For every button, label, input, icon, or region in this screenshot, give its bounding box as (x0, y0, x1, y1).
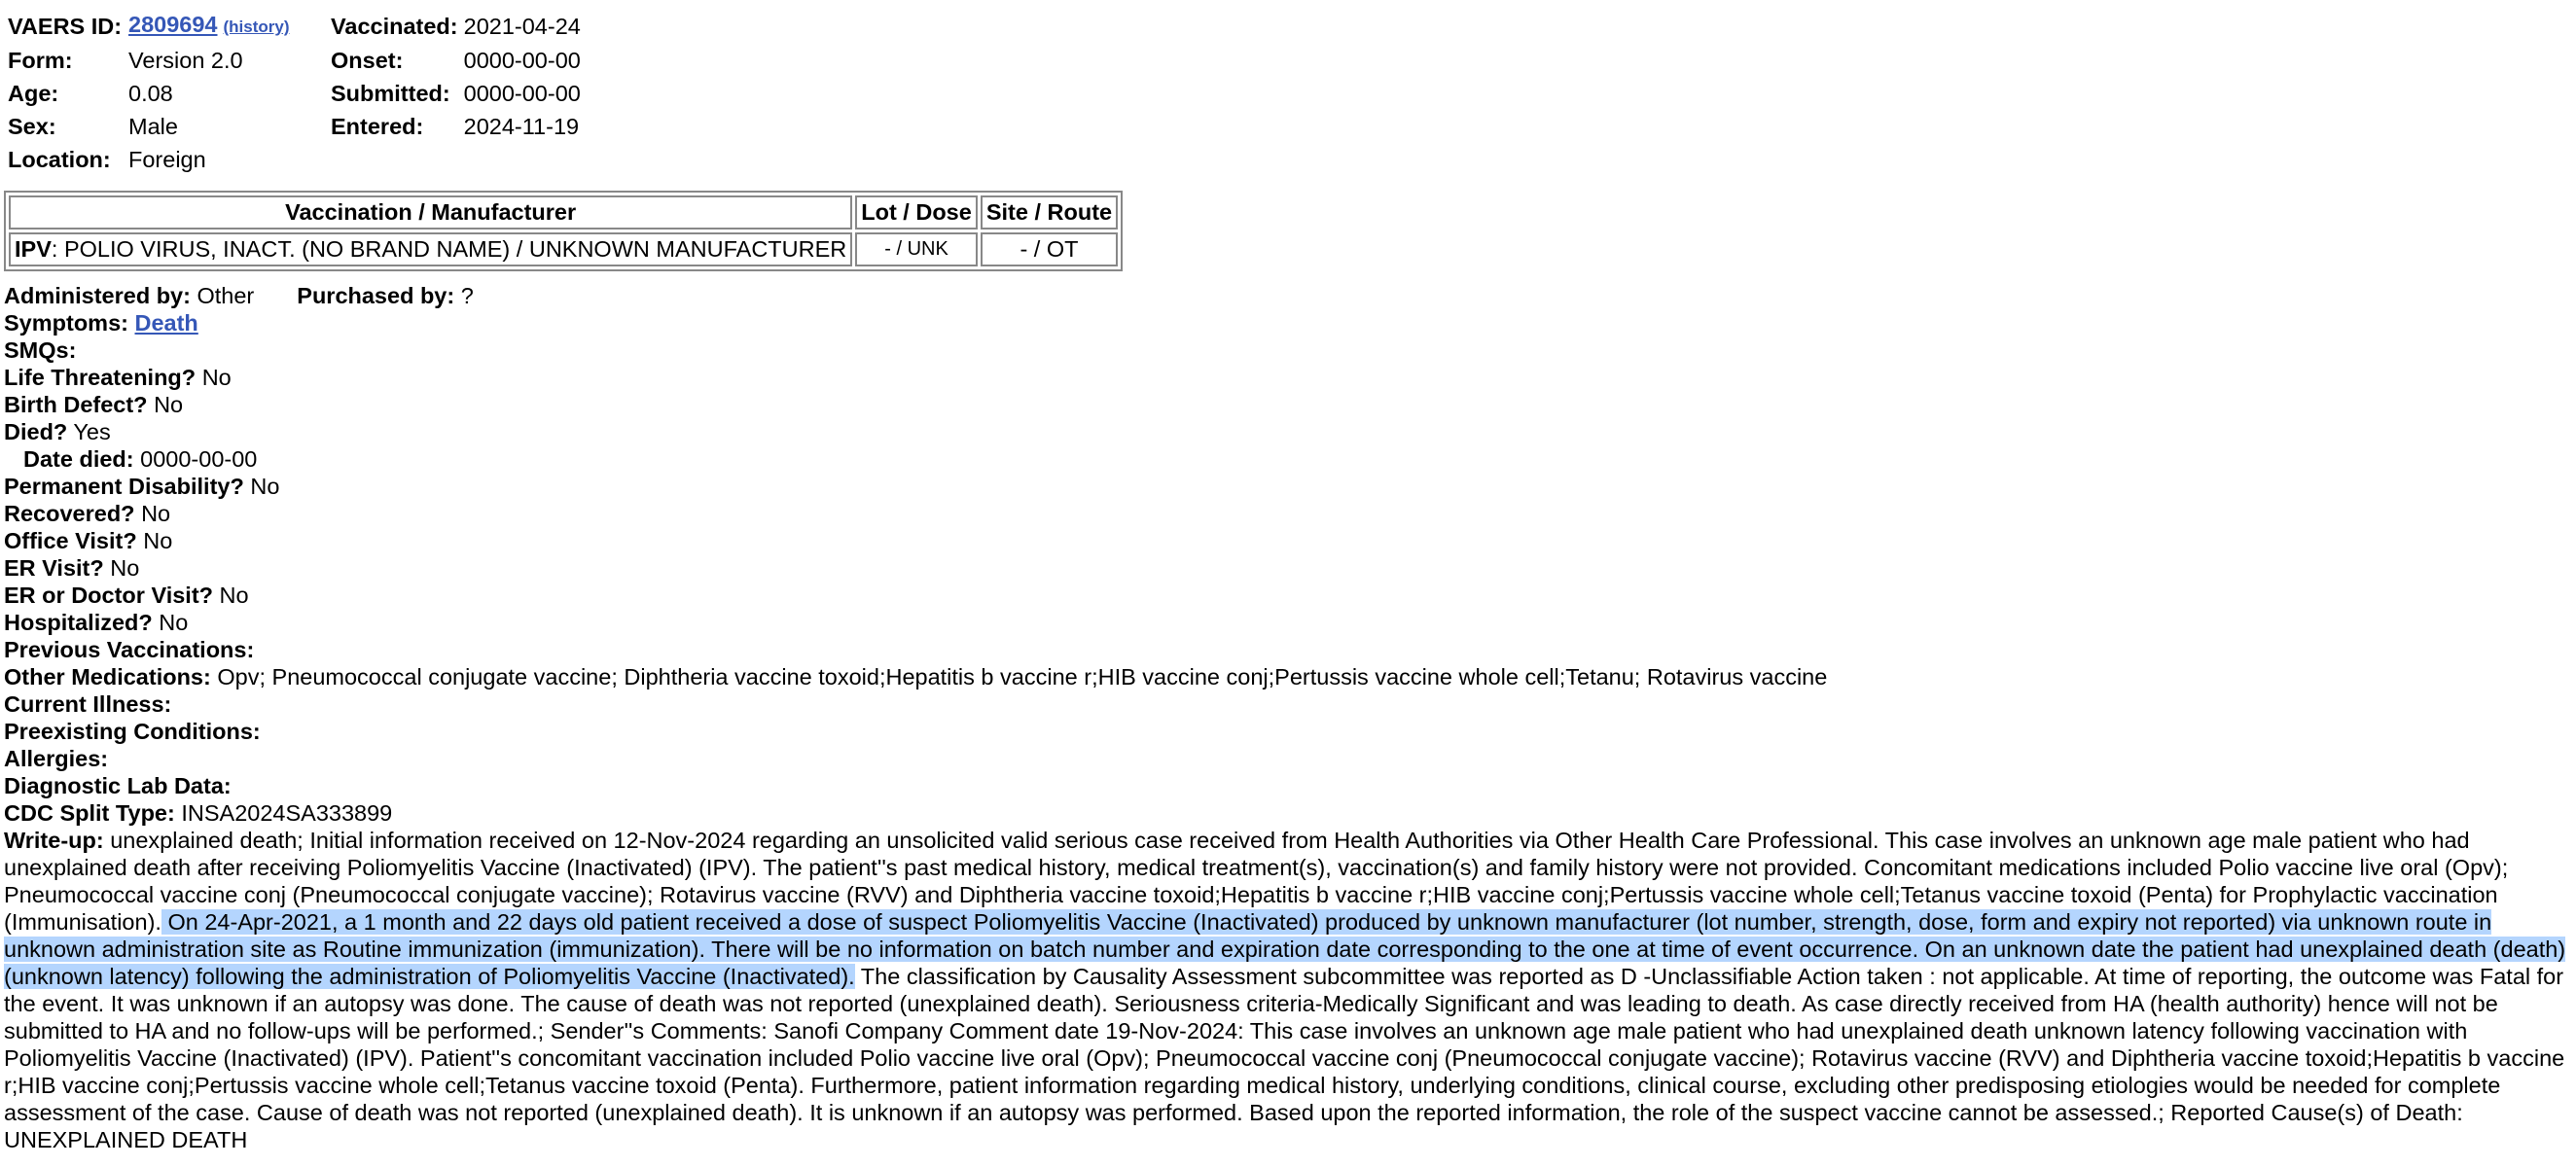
recovered-row (4, 500, 2572, 527)
form-value: Version 2.0 (128, 48, 243, 73)
birth-defect-label: Birth Defect? (4, 392, 148, 417)
recovered-label: Recovered? (4, 501, 135, 526)
age-value: 0.08 (128, 81, 173, 106)
vaers-id-cell (128, 8, 331, 44)
date-died-label: Date died: (23, 446, 134, 472)
administered-by-label: Administered by: (4, 283, 191, 308)
administered-row (4, 282, 2572, 309)
symptom-death-link[interactable]: Death (134, 310, 198, 336)
purchased-by-value: ? (460, 283, 474, 308)
life-threatening-row (4, 364, 2572, 391)
previous-vaccinations-row (4, 636, 2572, 663)
report-summary-grid (8, 8, 587, 176)
col-header-vaccination: Vaccination / Manufacturer (9, 195, 852, 230)
writeup-part-2: The classification by Causality Assessment subcommittee was reported as D -Unclassifiable Action taken : not applicable. At time of reporting, the outcome was Fatal for the event. It was unknown if an autopsy was done. The cause of death was not reported (unexplained death). Seriousness criteria-Medically Significant and was leading to death. As case directly received from HA (health authority) hence will not be submitted to HA and no follow-ups will be performed.; Sender''s Comments: Sanofi Company Comment date 19-Nov-2024: This case involves an unknown age male patient who had unexplained death unknown latency following vaccination with Poliomyelitis Vaccine (Inactivated) (IPV). Patient''s concomitant vaccination included Polio vaccine live oral (Opv); Pneumococcal vaccine conj (Pneumococcal conjugate vaccine); Rotavirus vaccine (RVV) and Diphtheria vaccine toxoid;Hepatitis b vaccine r;HIB vaccine conj;Pertussis vaccine whole cell;Tetanus vaccine toxoid (Penta). Furthermore, patient information regarding medical history, underlying conditions, clinical course, excluding other predisposing etiologies would be needed for complete assessment of the case. Cause of death was not reported (unexplained death). It is unknown if an autopsy was performed. Based upon the reported information, the role of the suspect vaccine cannot be assessed.; Reported Cause(s) of Death: UNEXPLAINED DEATH (4, 964, 2565, 1152)
administered-by-value: Other (197, 283, 255, 308)
history-link[interactable]: (history) (223, 18, 290, 36)
previous-vaccinations-label: Previous Vaccinations: (4, 637, 255, 662)
cdc-split-value: INSA2024SA333899 (181, 800, 393, 826)
permanent-disability-row (4, 473, 2572, 500)
report-fields (4, 282, 2572, 827)
vaers-id-label: VAERS ID: (8, 13, 123, 39)
allergies-row (4, 745, 2572, 772)
symptoms-row (4, 309, 2572, 336)
purchased-by-label: Purchased by: (297, 283, 455, 308)
age-label: Age: (8, 81, 59, 106)
writeup-text (4, 827, 2572, 1153)
other-medications-label: Other Medications: (4, 664, 211, 690)
symptoms-label: Symptoms: (4, 310, 128, 336)
er-doctor-label: ER or Doctor Visit? (4, 583, 214, 608)
vaers-id-link[interactable]: 2809694 (128, 12, 218, 37)
writeup-selected-text: On 24-Apr-2021, a 1 month and 22 days old patient received a dose of suspect Poliomyelitis Vaccine (Inactivated) produced by unknown manufacturer (lot number, strength, dose, form and expiry not reported) via unknown route in unknown administration site as Routine immunization (immunization). There will be no information on batch number and expiration date corresponding to the one at time of event occurrence. On an unknown date the patient had unexplained death (death) (unknown latency) following the administration of Poliomyelitis Vaccine (Inactivated). (4, 909, 2566, 989)
life-threatening-label: Life Threatening? (4, 365, 197, 390)
life-threatening-value: No (201, 365, 232, 390)
er-visit-row (4, 554, 2572, 582)
hospitalized-label: Hospitalized? (4, 610, 153, 635)
vaccine-code: IPV (15, 236, 52, 262)
vaccine-name: : POLIO VIRUS, INACT. (NO BRAND NAME) / UNKNOWN MANUFACTURER (51, 236, 847, 262)
preexisting-row (4, 718, 2572, 745)
birth-defect-value: No (154, 392, 184, 417)
site-route-cell: - / OT (981, 232, 1118, 266)
onset-label: Onset: (331, 48, 404, 73)
permanent-disability-value: No (250, 474, 280, 499)
current-illness-label: Current Illness: (4, 691, 172, 717)
office-visit-label: Office Visit? (4, 528, 137, 553)
smqs-label: SMQs: (4, 337, 77, 363)
submitted-label: Submitted: (331, 81, 450, 106)
hospitalized-row (4, 609, 2572, 636)
lab-data-label: Diagnostic Lab Data: (4, 773, 232, 798)
recovered-value: No (141, 501, 171, 526)
writeup-part-1: unexplained death; Initial information received on 12-Nov-2024 regarding an unsolicited valid serious case received from Health Authorities via Other Health Care Professional. This case involves an unknown age male patient who had unexplained death after receiving Poliomyelitis Vaccine (Inactivated) (IPV). The patient''s past medical history, medical treatment(s), vaccination(s) and family history were not provided. Concomitant medications included Polio vaccine live oral (Opv); Pneumococcal vaccine conj (Pneumococcal conjugate vaccine); Rotavirus vaccine (RVV) and Diphtheria vaccine toxoid;Hepatitis b vaccine r;HIB vaccine conj;Pertussis vaccine whole cell;Tetanus vaccine toxoid (Penta) for Prophylactic vaccination (Immunisation). (4, 828, 2509, 935)
sex-value: Male (128, 114, 178, 139)
submitted-value: 0000-00-00 (463, 81, 581, 106)
table-row (9, 232, 1118, 266)
er-visit-value: No (110, 555, 140, 581)
writeup-label: Write-up: (4, 828, 104, 853)
hospitalized-value: No (159, 610, 189, 635)
date-died-value: 0000-00-00 (140, 446, 258, 472)
vaccinated-value: 2021-04-24 (463, 13, 581, 39)
preexisting-label: Preexisting Conditions: (4, 719, 261, 744)
current-illness-row (4, 690, 2572, 718)
vaccination-table (4, 191, 1123, 271)
vaccine-name-cell (9, 232, 852, 266)
allergies-label: Allergies: (4, 746, 109, 771)
other-medications-row (4, 663, 2572, 690)
sex-label: Sex: (8, 114, 56, 139)
other-medications-value: Opv; Pneumococcal conjugate vaccine; Diphtheria vaccine toxoid;Hepatitis b vaccine r;HIB vaccine conj;Pertussis vaccine whole cell;Tetanu; Rotavirus vaccine (217, 664, 1828, 690)
permanent-disability-label: Permanent Disability? (4, 474, 244, 499)
entered-value: 2024-11-19 (463, 114, 580, 139)
office-visit-value: No (143, 528, 173, 553)
col-header-site-route: Site / Route (981, 195, 1118, 230)
er-doctor-value: No (219, 583, 249, 608)
entered-label: Entered: (331, 114, 424, 139)
died-row (4, 418, 2572, 445)
died-label: Died? (4, 419, 68, 444)
onset-value: 0000-00-00 (463, 48, 581, 73)
birth-defect-row (4, 391, 2572, 418)
lab-data-row (4, 772, 2572, 799)
col-header-lot-dose: Lot / Dose (855, 195, 978, 230)
er-visit-label: ER Visit? (4, 555, 104, 581)
er-doctor-row (4, 582, 2572, 609)
location-label: Location: (8, 147, 111, 172)
smqs-row (4, 336, 2572, 364)
lot-dose-cell: - / UNK (855, 232, 978, 266)
vaccinated-label: Vaccinated: (331, 13, 458, 39)
form-label: Form: (8, 48, 73, 73)
date-died-row (4, 445, 2572, 473)
cdc-split-label: CDC Split Type: (4, 800, 175, 826)
died-value: Yes (73, 419, 111, 444)
cdc-split-row (4, 799, 2572, 827)
office-visit-row (4, 527, 2572, 554)
location-value: Foreign (128, 147, 206, 172)
